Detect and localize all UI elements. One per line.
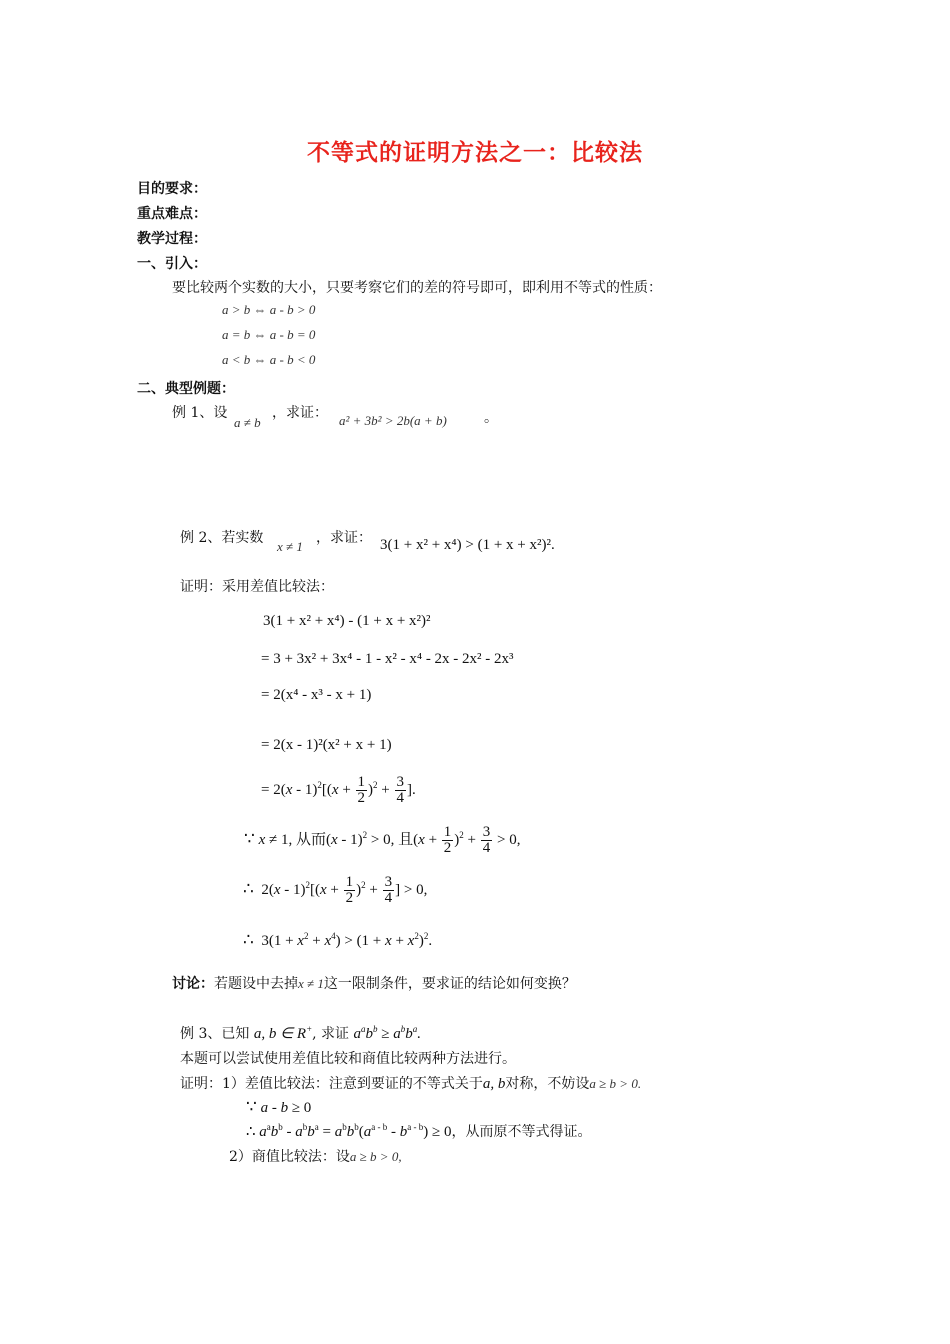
fraction-one-half-3: $\frac{1}{2}$ (345, 874, 354, 906)
heading-process: 教学过程： (137, 231, 207, 247)
fraction-three-quarters-2: $\frac{3}{4}$ (482, 824, 491, 856)
example3-line (180, 1023, 421, 1043)
discussion-label: 讨论： (172, 976, 214, 992)
since-text-2: , 且 (390, 831, 414, 848)
example1-label: 例 1、设 (172, 405, 228, 421)
example3-label: 例 3、已知 (180, 1026, 250, 1042)
example2-label: 例 2、若实数 (180, 530, 264, 546)
proof1-label: 证明：1）差值比较法：注意到要证的不等式关于 (180, 1076, 483, 1092)
example1-prove: ，求证： (272, 405, 328, 421)
proof-step-3: = 2(x⁴ - x³ - x + 1) (261, 687, 372, 703)
example3-note: 本题可以尝试使用差值比较和商值比较两种方法进行。 (180, 1051, 516, 1067)
example2-claim: 3(1 + x² + x⁴) > (1 + x + x²)². (380, 537, 555, 553)
example3-hence: ∴ $a^ab^b - a^bb^a = a^bb^b(a^{a - b} - b^{a - b}) \ge 0$，从而原不等式得证。 (246, 1122, 592, 1140)
example2-prove: ，求证： (316, 530, 372, 546)
example2-proof-label: 证明：采用差值比较法： (180, 579, 334, 595)
example2-condition: x ≠ 1 (277, 539, 303, 554)
fraction-one-half: $\frac{1}{2}$ (357, 774, 366, 806)
since-line: ∵ x ≠ 1, 从而(x - 1)$^2$ > 0, 且(x + $\frac{1}{2}$ )$^2$ + $\frac{3}{4}$ > 0, (244, 824, 521, 856)
property-greater: a > b ⇔ a - b > 0 (222, 302, 316, 317)
proof-step-1: 3(1 + x² + x⁴) - (1 + x + x²)² (263, 613, 431, 629)
heading-key-points: 重点难点： (137, 206, 207, 222)
example3-hence-end: ，从而原不等式得证。 (451, 1125, 592, 1140)
example1-condition: a ≠ b (234, 415, 261, 430)
proof1-mid: 对称，不妨设 (505, 1076, 590, 1092)
fraction-three-quarters-3: $\frac{3}{4}$ (384, 874, 393, 906)
heading-examples: 二、典型例题： (137, 381, 235, 397)
property-less: a < b ⇔ a - b < 0 (222, 352, 316, 367)
discussion-text-before: 若题设中去掉 (214, 976, 298, 992)
heading-goals: 目的要求： (137, 181, 207, 197)
property-equal: a = b ⇔ a - b = 0 (222, 327, 316, 342)
proof-step-5: = 2(x - 1)$^2$[(x + $\frac{1}{2}$ )$^2$ + $\frac{3}{4}$ ]. (261, 774, 416, 806)
discussion (172, 973, 576, 993)
example3-proof1 (180, 1073, 641, 1093)
example3-proof2 (229, 1146, 402, 1166)
page-title: 不等式的证明方法之一：比较法 (307, 140, 643, 166)
proof1-vars: a, b (482, 1076, 506, 1092)
example1-end: 。 (484, 410, 498, 426)
proof2-label: 2）商值比较法：设 (229, 1149, 350, 1165)
discussion-condition: x ≠ 1 (298, 976, 324, 991)
heading-intro: 一、引入： (137, 256, 207, 272)
since-text-1: , 从而 (288, 831, 326, 848)
fraction-three-quarters: $\frac{3}{4}$ (396, 774, 404, 806)
therefore-line-1: ∴ 2(x - 1)$^2$[(x + $\frac{1}{2}$ )$^2$ + $\frac{3}{4}$ ] > 0, (243, 874, 428, 906)
example3-claim: $a^ab^b \ge a^bb^a$. (353, 1024, 421, 1042)
proof-step-2: = 3 + 3x² + 3x⁴ - 1 - x² - x⁴ - 2x - 2x² - 2x³ (261, 651, 514, 667)
fraction-one-half-2: $\frac{1}{2}$ (443, 824, 452, 856)
proof1-assumption: a ≥ b > 0. (589, 1076, 642, 1091)
example3-prove: , 求证 (312, 1026, 350, 1042)
example3-since: ∵ a - b ≥ 0 (246, 1097, 312, 1117)
example3-condition: a, b ∈ R+ (253, 1024, 313, 1042)
proof2-assumption: a ≥ b > 0, (349, 1149, 402, 1164)
example1-claim: a² + 3b² > 2b(a + b) (339, 413, 447, 428)
discussion-text-after: 这一限制条件，要求证的结论如何变换？ (323, 976, 576, 992)
therefore-line-2: ∴ $3(1 + x^2 + x^4) > (1 + x + x^2)^2$. (243, 930, 433, 950)
intro-text: 要比较两个实数的大小，只要考察它们的差的符号即可，即利用不等式的性质： (172, 280, 662, 296)
proof-step-4: = 2(x - 1)²(x² + x + 1) (261, 737, 392, 753)
